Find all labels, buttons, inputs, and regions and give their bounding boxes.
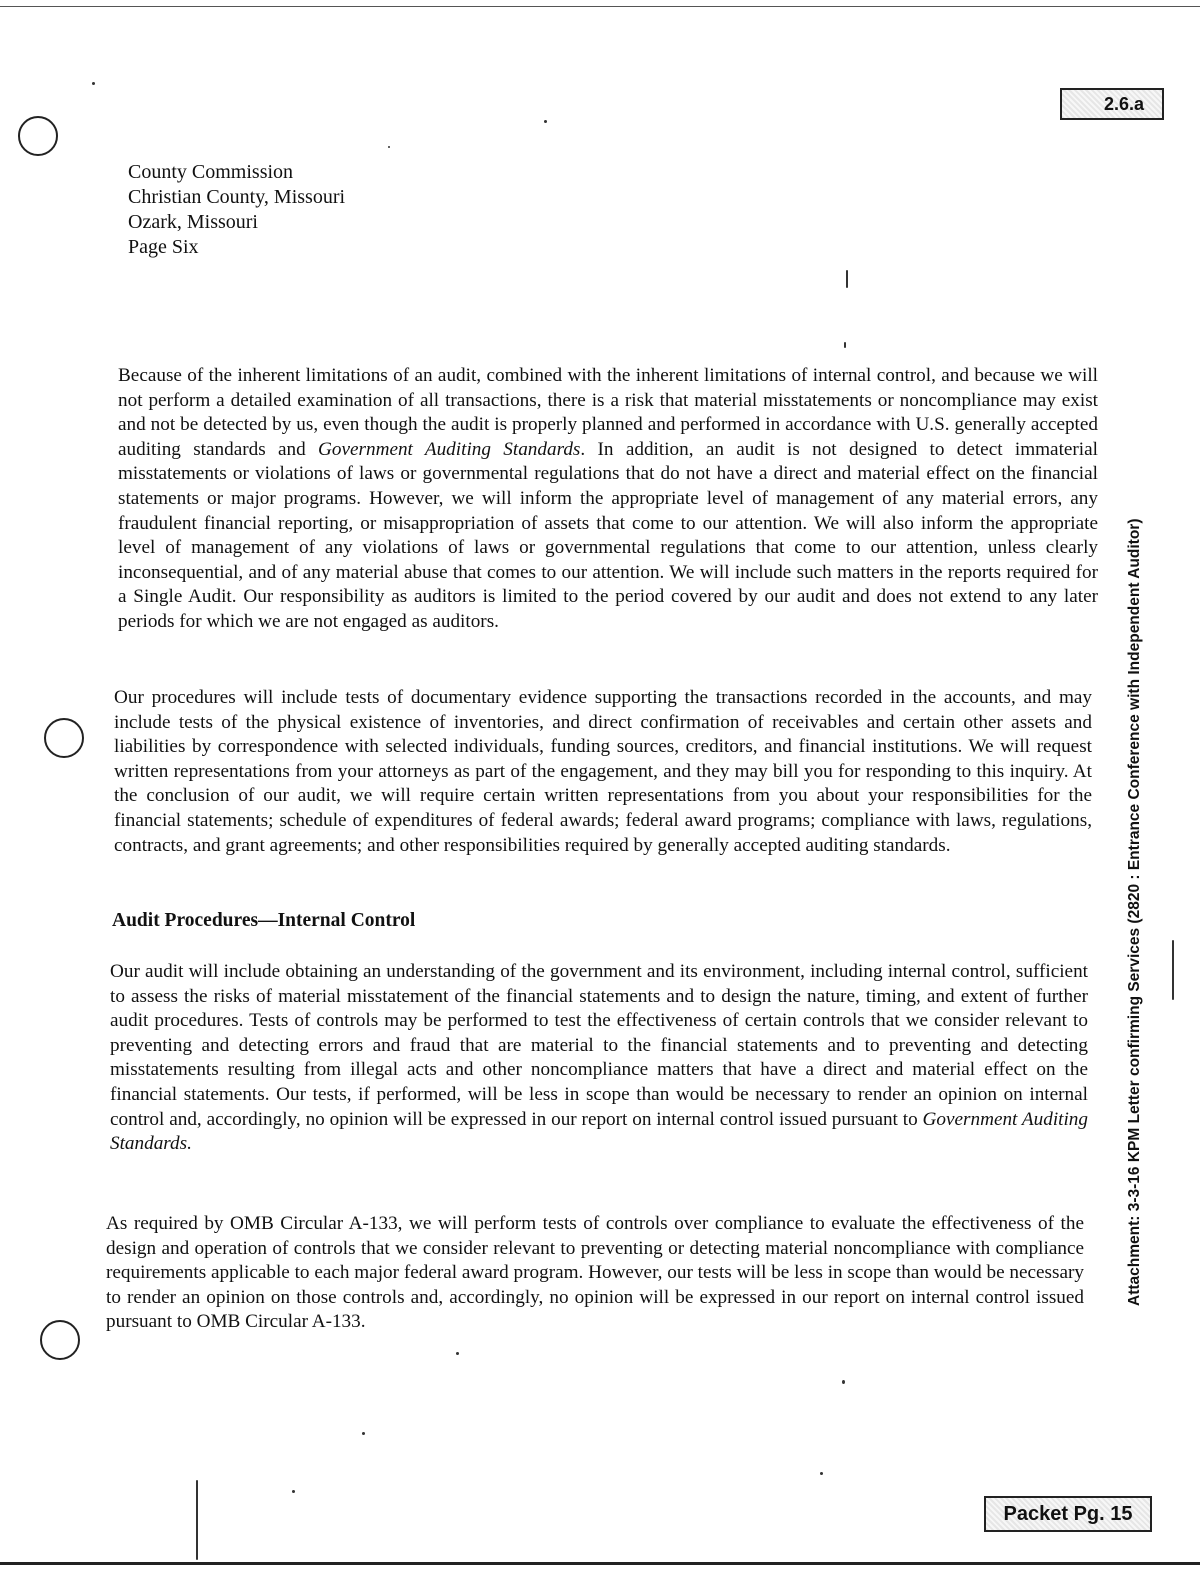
scan-speck — [456, 1352, 459, 1355]
top-scan-edge — [0, 6, 1200, 7]
scan-speck — [1172, 940, 1174, 1000]
hole-punch-mark — [44, 718, 84, 758]
packet-page-badge: Packet Pg. 15 — [984, 1496, 1152, 1532]
italic-term: Government Auditing Standards — [318, 438, 581, 460]
paragraph-audit-procedures — [114, 686, 1092, 858]
scan-speck — [362, 1432, 365, 1435]
paragraph-text: As required by OMB Circular A-133, we will perform tests of controls over compliance to evaluate the effectiveness of the design and operation of controls that we consider relevant to preventing or detecting material noncompliance with compliance requirements applicable to each major federal award program. However, our tests will be less in scope than would be necessary to render an opinion on those controls and, accordingly, no opinion will be expressed in our report on internal control issued pursuant to OMB Circular A-133. — [106, 1213, 1084, 1333]
hole-punch-mark — [40, 1320, 80, 1360]
scan-speck — [196, 1480, 198, 1560]
scan-speck — [92, 82, 95, 85]
paragraph-text: Our audit will include obtaining an understanding of the government and its environment, including internal control, sufficient to assess the risks of material misstatement of the financial statements and to design the nature, timing, and extent of further audit procedures. Tests of controls may be performed to test the effectiveness of certain controls that we consider relevant to preventing and detecting errors and fraud that are material to the financial statements and to preventing and detecting misstatements resulting from illegal acts and other noncompliance matters that have a direct and material effect on the financial statements. Our tests, if performed, will be less in scope than would be necessary to render an opinion on internal control and, accordingly, no opinion will be expressed in our report on internal control issued pursuant to — [110, 961, 1088, 1130]
address-line: Ozark, Missouri — [128, 211, 258, 233]
recipient-address — [128, 160, 345, 260]
paragraph-text: Our procedures will include tests of documentary evidence supporting the transactions recorded in the accounts, and may include tests of the physical existence of inventories, and direct confirmation of receivables and certain other assets and liabilities by correspondence with selected individuals, funding sources, creditors, and financial institutions. We will request written representations from your attorneys as part of the engagement, and they may bill you for responding to this inquiry. At the conclusion of our audit, we will require certain written representations from you about your responsibilities for the financial statements; schedule of expenditures of federal awards; federal award programs; compliance with laws, regulations, contracts, and grant agreements; and other responsibilities required by generally accepted auditing standards. — [114, 687, 1092, 856]
item-number-badge: 2.6.a — [1060, 88, 1164, 120]
attachment-side-label: Attachment: 3-3-16 KPM Letter confirming Services (2820 : Entrance Conference with Independent Auditor) — [1126, 518, 1143, 1306]
scan-speck — [820, 1472, 823, 1475]
address-line: County Commission — [128, 161, 294, 183]
scan-speck — [844, 342, 846, 348]
scan-speck — [846, 270, 848, 288]
hole-punch-mark — [18, 116, 58, 156]
bottom-scan-edge — [0, 1562, 1200, 1565]
paragraph-audit-limitations — [118, 364, 1098, 635]
section-heading: Audit Procedures—Internal Control — [112, 910, 416, 931]
address-line: Christian County, Missouri — [128, 186, 346, 208]
scan-speck — [388, 146, 390, 148]
paragraph-text: Because of the inherent limitations of an audit, combined with the inherent limitations of internal control, and because we will not perform a detailed examination of all transactions, there is a risk that material misstatements or noncompliance may exist and not be detected by us, even though the audit is properly planned and performed in accordance with U.S. generally accepted auditing standards and — [118, 365, 1098, 460]
scan-speck — [544, 120, 547, 123]
paragraph-omb-circular — [106, 1212, 1084, 1335]
paragraph-text: . In addition, an audit is not designed to detect immaterial misstatements or violations of laws or governmental regulations that do not have a direct and material effect on the financial statements or major programs. However, we will inform the appropriate level of management of any material errors, any fraudulent financial reporting, or misappropriation of assets that come to our attention. We will also inform the appropriate level of management of any violations of laws or governmental regulations that come to our attention, unless clearly inconsequential, and of any material abuse that comes to our attention. We will include such matters in the reports required for a Single Audit. Our responsibility as auditors is limited to the period covered by our audit and does not extend to any later periods for which we are not engaged as auditors. — [118, 438, 1098, 632]
scan-speck — [292, 1490, 295, 1493]
italic-term: Government Auditing Standards. — [110, 1108, 1088, 1155]
scan-speck — [842, 1380, 845, 1384]
page-label: Page Six — [128, 236, 199, 258]
paragraph-internal-control — [110, 960, 1088, 1157]
